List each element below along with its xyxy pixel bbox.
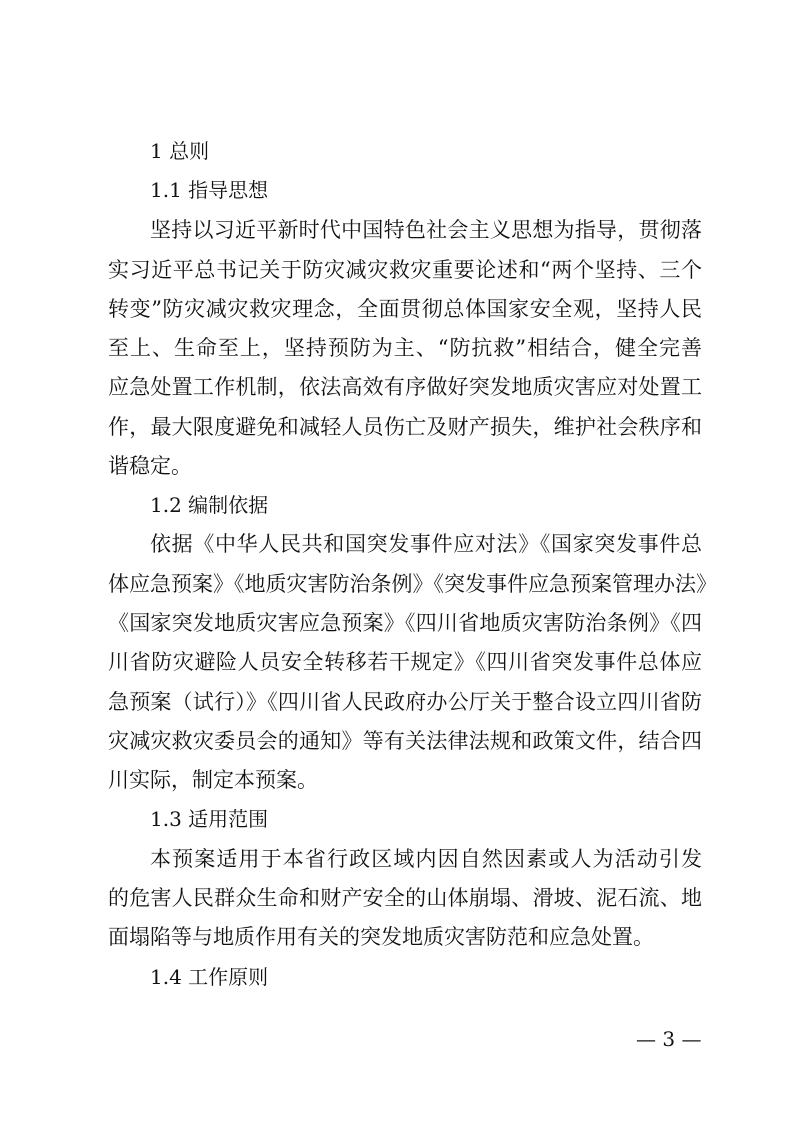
paragraph-line: 坚持以习近平新时代中国特色社会主义思想为指导，贯彻落 [150,218,702,242]
paragraph-line: 川实际，制定本预案。 [108,768,318,792]
paragraph-line: 面塌陷等与地质作用有关的突发地质灾害防范和应急处置。 [108,925,654,949]
paragraph-line: 的危害人民群众生命和财产安全的山体崩塌、滑坡、泥石流、地 [108,886,702,910]
paragraph-line: 本预案适用于本省行政区域内因自然因素或人为活动引发 [150,847,702,871]
paragraph-line: 急预案（试行）》《四川省人民政府办公厅关于整合设立四川省防 [108,690,702,714]
paragraph-line: 谐稳定。 [108,454,192,478]
paragraph-line: 至上、生命至上，坚持预防为主、“防抗救”相结合，健全完善 [108,336,702,360]
paragraph-line: 依据《中华人民共和国突发事件应对法》《国家突发事件总 [150,532,702,556]
section-title-1-2: 1.2 编制依据 [150,493,269,517]
paragraph-line: 转变”防灾减灾救灾理念，全面贯彻总体国家安全观，坚持人民 [108,297,702,321]
paragraph-line: 应急处置工作机制，依法高效有序做好突发地质灾害应对处置工 [108,375,702,399]
paragraph-line: 实习近平总书记关于防灾减灾救灾重要论述和“两个坚持、三个 [108,258,702,282]
section-title-1-4: 1.4 工作原则 [150,965,269,989]
paragraph-line: 《国家突发地质灾害应急预案》《四川省地质灾害防治条例》《四 [108,611,702,635]
chapter-heading: 1 总则 [150,139,210,163]
paragraph-line: 体应急预案》《地质灾害防治条例》《突发事件应急预案管理办法》 [108,572,717,596]
paragraph-line: 川省防灾避险人员安全转移若干规定》《四川省突发事件总体应 [108,650,702,674]
section-title-1-3: 1.3 适用范围 [150,807,269,831]
section-title-1-1: 1.1 指导思想 [150,178,269,202]
paragraph-line: 作，最大限度避免和减轻人员伤亡及财产损失，维护社会秩序和 [108,415,702,439]
paragraph-line: 灾减灾救灾委员会的通知》等有关法律法规和政策文件，结合四 [108,729,702,753]
page-number: — 3 — [636,1027,702,1051]
